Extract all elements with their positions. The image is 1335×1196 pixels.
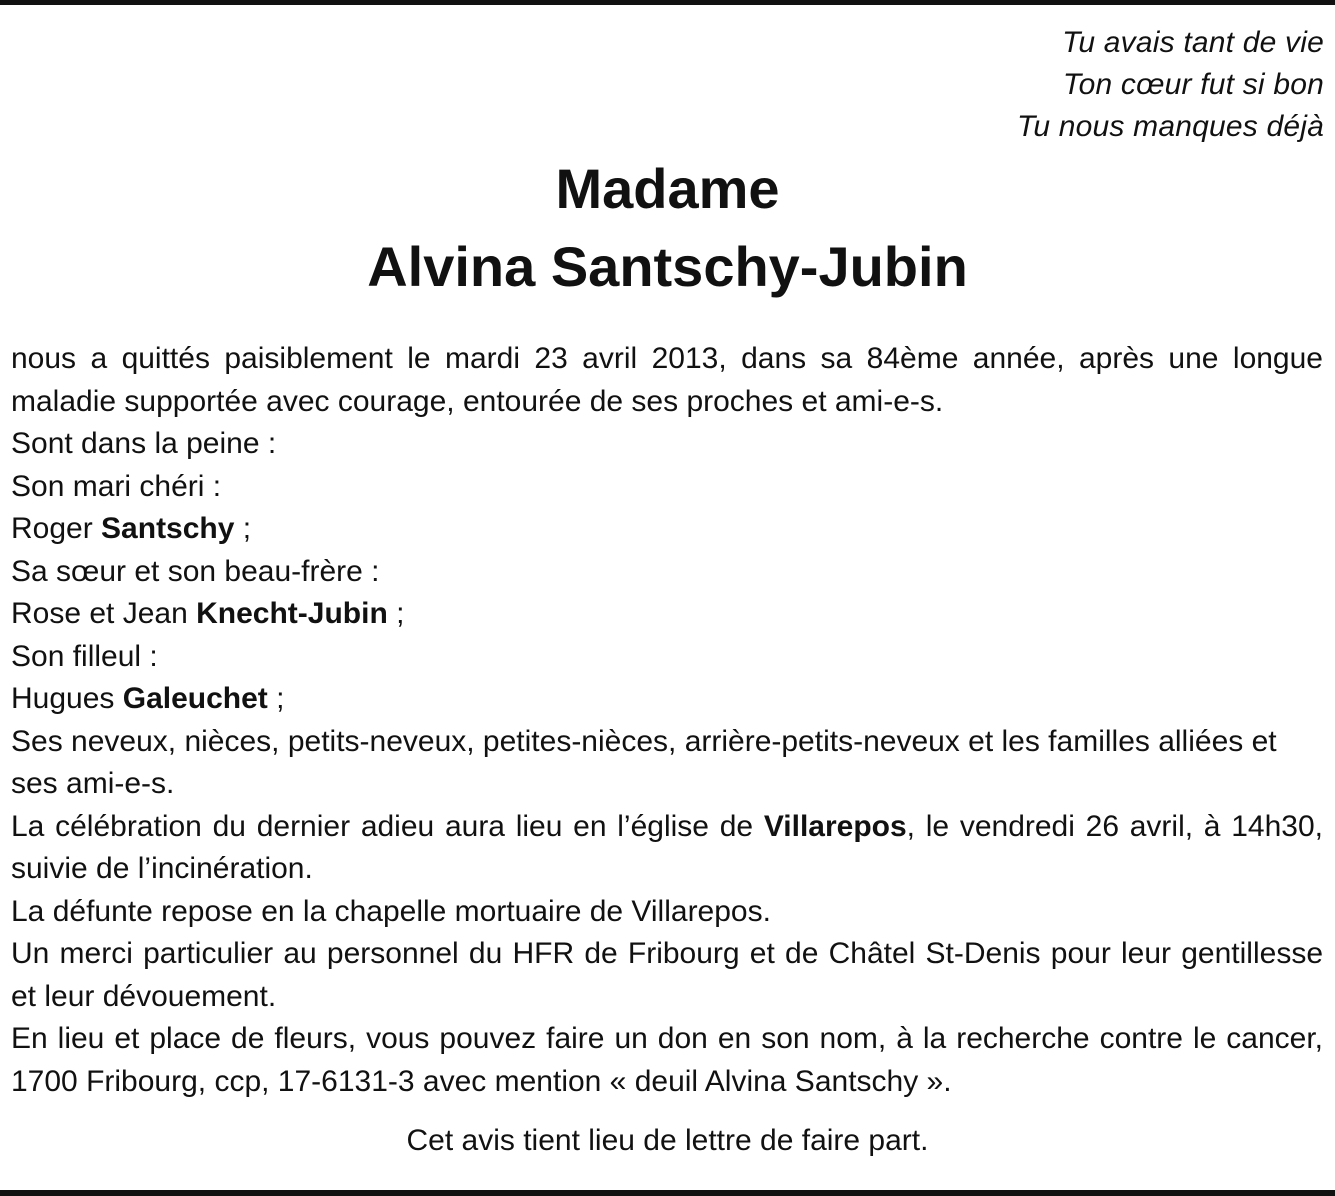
poem-line-3: Tu nous manques déjà [1017, 110, 1324, 143]
sister-label: Sa sœur et son beau-frère : [11, 554, 380, 588]
poem-line-1: Tu avais tant de vie [1062, 26, 1324, 59]
thanks-paragraph: Un merci particulier au personnel du HFR de Fribourg et de Châtel St-Denis pour leur gentillesse et leur dévouement. [11, 937, 1323, 1013]
ceremony-paragraph [11, 806, 1323, 891]
deceased-heading [0, 150, 1335, 306]
top-border-rule [0, 0, 1335, 5]
godson-last-name: Galeuchet [122, 682, 268, 715]
sister-punctuation: ; [387, 597, 405, 630]
bottom-border-rule [0, 1190, 1335, 1196]
ceremony-place: Villarepos [763, 809, 907, 843]
ceremony-start: La célébration du dernier adieu aura lieu en l’église de [11, 809, 764, 843]
godson-first-name: Hugues [11, 682, 123, 715]
intro-paragraph: nous a quittés paisiblement le mardi 23 avril 2013, dans sa 84ème année, après une longue maladie supportée avec courage, entourée de ses proches et ami-e-s. [11, 342, 1323, 418]
poem-line-2: Ton cœur fut si bon [1062, 68, 1324, 101]
honorific-title: Madame [555, 157, 780, 220]
closing-note: Cet avis tient lieu de lettre de faire part. [406, 1124, 929, 1157]
husband-label: Son mari chéri : [11, 469, 222, 503]
deceased-name: Alvina Santschy-Jubin [367, 235, 968, 298]
ceremony-end: , le vendredi 26 avril, à 14h30, suivie de l’incinération. [11, 809, 1323, 885]
husband-entry [11, 508, 1323, 551]
mourners-intro: Sont dans la peine : [11, 427, 277, 460]
sister-first-names: Rose et Jean [11, 597, 197, 630]
godson-entry [11, 678, 1323, 721]
rest-paragraph: La défunte repose en la chapelle mortuaire de Villarepos. [11, 894, 771, 928]
husband-punctuation: ; [234, 512, 252, 545]
epitaph-poem [1017, 22, 1324, 148]
relatives-paragraph: Ses neveux, nièces, petits-neveux, petites-nièces, arrière-petits-neveux et les familles alliées et ses ami-e-s. [11, 724, 1277, 800]
donation-paragraph: En lieu et place de fleurs, vous pouvez faire un don en son nom, à la recherche contre le cancer, 1700 Fribourg, ccp, 17-6131-3 avec mention « deuil Alvina Santschy ». [11, 1022, 1323, 1098]
husband-last-name: Santschy [101, 512, 235, 545]
announcement-body [11, 338, 1323, 1103]
sister-last-name: Knecht-Jubin [196, 597, 388, 630]
godson-label: Son filleul : [11, 639, 158, 673]
sister-entry [11, 593, 1323, 636]
godson-punctuation: ; [267, 682, 285, 715]
husband-first-name: Roger [11, 512, 102, 545]
